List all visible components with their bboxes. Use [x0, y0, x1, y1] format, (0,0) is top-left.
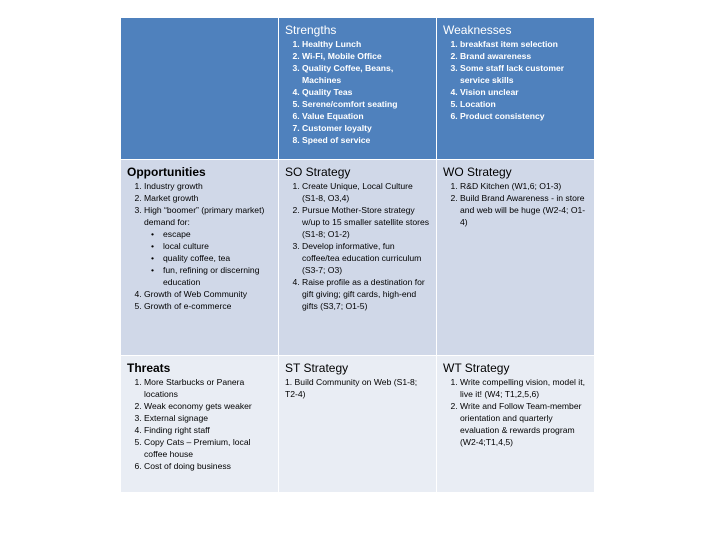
list-item: 2. Weak economy gets weaker	[144, 400, 273, 412]
wo-strategy-cell	[437, 160, 595, 356]
opportunities-cell	[121, 160, 279, 356]
corner-cell	[121, 18, 279, 160]
list-item: 5. Copy Cats – Premium, local coffee house	[144, 436, 273, 460]
list-item	[144, 204, 273, 288]
list-item: 6. Product consistency	[460, 110, 589, 122]
list-item: 4. Quality Teas	[302, 86, 431, 98]
list-item: 1. R&D Kitchen (W1,6; O1-3)	[460, 180, 589, 192]
list-item: 1. Create Unique, Local Culture (S1-8, O3,4)	[302, 180, 431, 204]
list-item: 1. breakfast item selection	[460, 38, 589, 50]
sub-list	[144, 228, 273, 288]
list-item: 8. Speed of service	[302, 134, 431, 146]
threats-title: Threats	[127, 361, 171, 375]
list-item: 1. Write compelling vision, model it, live it! (W4; T1,2,5,6)	[460, 376, 589, 400]
list-item: 5. Growth of e-commerce	[144, 300, 273, 312]
list-item: 1. Healthy Lunch	[302, 38, 431, 50]
st-strategy-text: 1. Build Community on Web (S1-8; T2-4)	[285, 377, 418, 399]
so-strategy-title: SO Strategy	[285, 165, 351, 179]
list-item: 5. Location	[460, 98, 589, 110]
list-item: 6. Cost of doing business	[144, 460, 273, 472]
st-strategy-cell	[279, 356, 437, 493]
threats-cell	[121, 356, 279, 493]
list-item: 4. Growth of Web Community	[144, 288, 273, 300]
weaknesses-title: Weaknesses	[443, 23, 512, 37]
strengths-title: Strengths	[285, 23, 337, 37]
sub-list-item: • fun, refining or discerning education	[163, 264, 273, 288]
list-item: 1. More Starbucks or Panera locations	[144, 376, 273, 400]
strengths-cell	[279, 18, 437, 160]
st-strategy-title: ST Strategy	[285, 361, 349, 375]
list-item: 3. Quality Coffee, Beans, Machines	[302, 62, 431, 86]
opportunities-list	[127, 180, 273, 312]
wo-strategy-title: WO Strategy	[443, 165, 512, 179]
list-item: 3. External signage	[144, 412, 273, 424]
list-item: 4. Vision unclear	[460, 86, 589, 98]
wt-strategy-cell	[437, 356, 595, 493]
wo-strategy-list	[443, 180, 589, 228]
wt-strategy-list	[443, 376, 589, 448]
list-item: 7. Customer loyalty	[302, 122, 431, 134]
strengths-list	[285, 38, 431, 146]
list-item: 4. Raise profile as a destination for gift giving; gift cards, high-end gifts (S3,7; O1-5)	[302, 276, 431, 312]
weaknesses-list	[443, 38, 589, 122]
swot-matrix	[120, 17, 595, 493]
so-strategy-list	[285, 180, 431, 312]
list-item: 4. Finding right staff	[144, 424, 273, 436]
sub-list-item: • local culture	[163, 240, 273, 252]
sub-list-item: • quality coffee, tea	[163, 252, 273, 264]
list-item: 3. Develop informative, fun coffee/tea education curriculum (S3-7; O3)	[302, 240, 431, 276]
list-item: 2. Market growth	[144, 192, 273, 204]
list-item: 2. Pursue Mother-Store strategy w/up to 15 smaller satellite stores (S1-8; O1-2)	[302, 204, 431, 240]
list-item: 2. Wi-Fi, Mobile Office	[302, 50, 431, 62]
list-item: 5. Serene/comfort seating	[302, 98, 431, 110]
list-item-text: High “boomer” (primary market) demand for:	[144, 205, 265, 227]
sub-list-item: • escape	[163, 228, 273, 240]
list-item: 1. Industry growth	[144, 180, 273, 192]
list-item: 2. Write and Follow Team-member orientation and quarterly evaluation & rewards program (W2-4;T1,4,5)	[460, 400, 589, 448]
list-item: 2. Brand awareness	[460, 50, 589, 62]
list-item: 3. Some staff lack customer service skills	[460, 62, 589, 86]
wt-strategy-title: WT Strategy	[443, 361, 510, 375]
opportunities-title: Opportunities	[127, 165, 206, 179]
so-strategy-cell	[279, 160, 437, 356]
threats-list	[127, 376, 273, 472]
weaknesses-cell	[437, 18, 595, 160]
list-item: 2. Build Brand Awareness - in store and web will be huge (W2-4; O1-4)	[460, 192, 589, 228]
list-item: 6. Value Equation	[302, 110, 431, 122]
